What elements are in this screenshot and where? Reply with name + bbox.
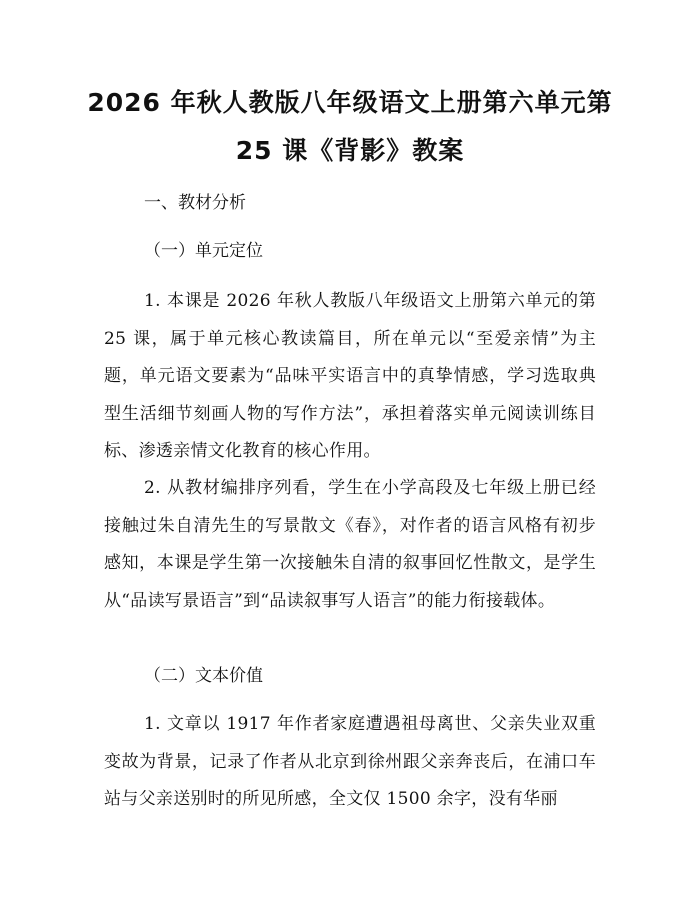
paragraph-2: 2. 从教材编排序列看，学生在小学高段及七年级上册已经接触过朱自清先生的写景散文《春》，对作者的语言风格有初步感知，本课是学生第一次接触朱自清的叙事回忆性散文，是学生从“品读写景语言”到“品读叙事写人语言”的能力衔接载体。 [104,478,596,611]
subsection-heading-unit-position: （一）单元定位 [144,241,263,261]
section-heading-textbook-analysis: 一、教材分析 [144,193,246,213]
document-title-line-1: 2026 年秋人教版八年级语文上册第六单元第 [87,88,613,117]
document-title-line-2: 25 课《背影》教案 [235,136,465,165]
subsection-heading-text-value: （二）文本价值 [144,666,263,686]
paragraph-3: 1. 文章以 1917 年作者家庭遭遇祖母离世、父亲失业双重变故为背景，记录了作者从北京到徐州跟父亲奔丧后，在浦口车站与父亲送别时的所见所感，全文仅 1500 余字，没有华丽 [104,714,596,809]
paragraph-1: 1. 本课是 2026 年秋人教版八年级语文上册第六单元的第 25 课，属于单元核心教读篇目，所在单元以“至爱亲情”为主题，单元语文要素为“品味平实语言中的真挚情感，学习选取典型生活细节刻画人物的写作方法”，承担着落实单元阅读训练目标、渗透亲情文化教育的核心作用。 [104,291,596,461]
